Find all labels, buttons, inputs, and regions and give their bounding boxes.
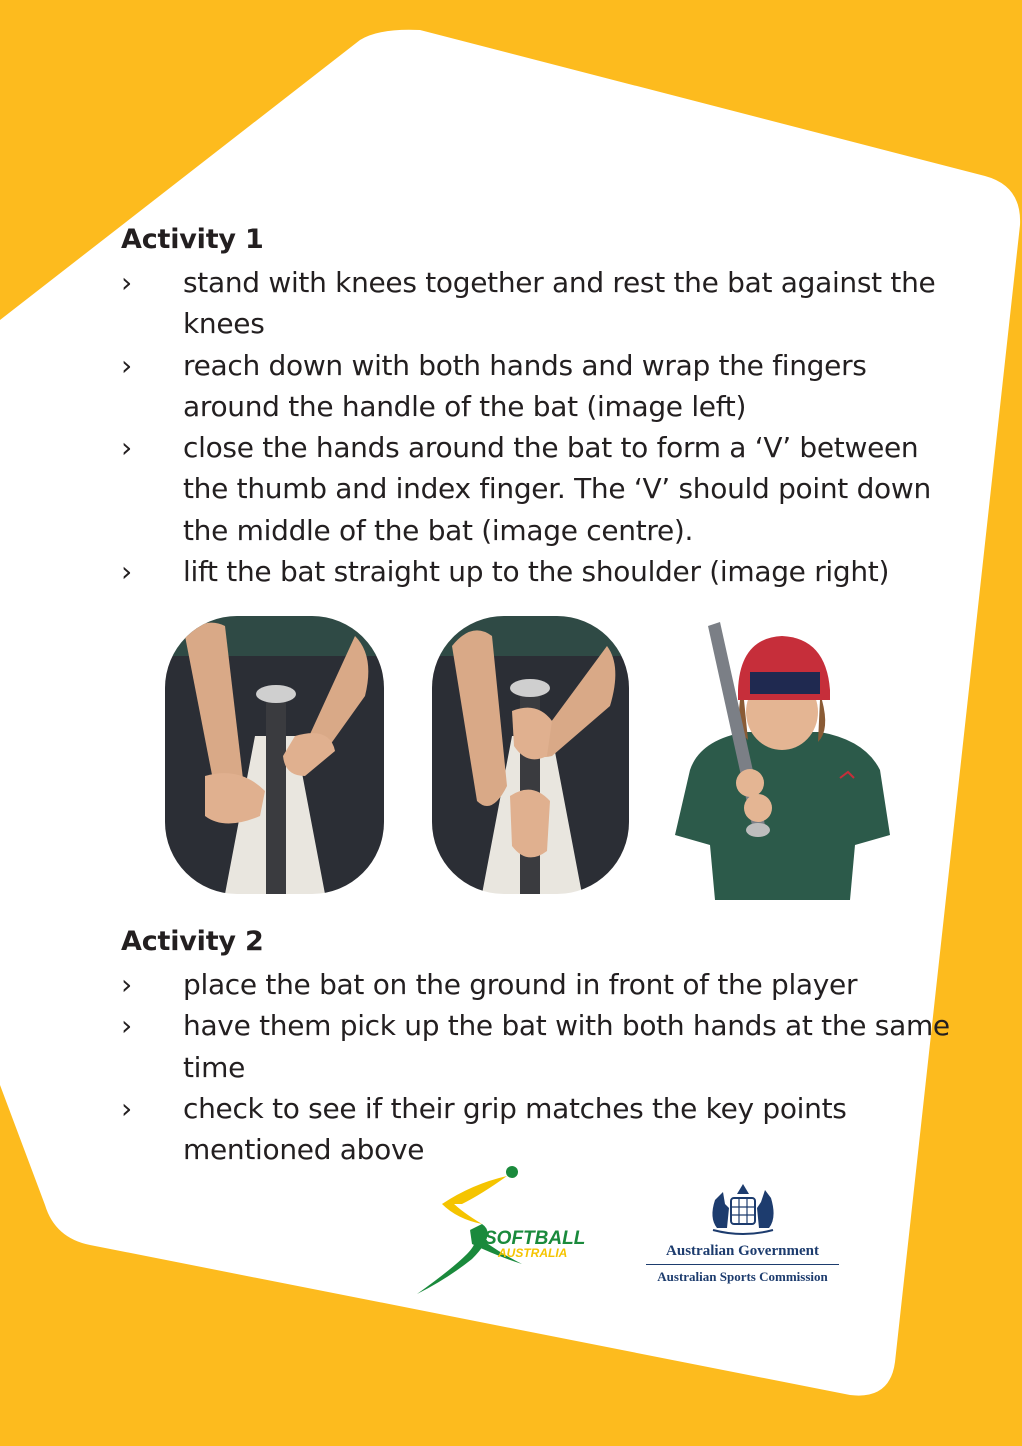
step-text: close the hands around the bat to form a ‘V’ between the thumb and index finger. The ‘V’ should point down the middle of the bat (image centre).	[183, 431, 931, 547]
softball-logo-line2: AUSTRALIA	[498, 1246, 568, 1260]
bullet-icon: ›	[121, 266, 132, 299]
step-text: have them pick up the bat with both hands at the same time	[183, 1009, 950, 1084]
step-text: stand with knees together and rest the bat against the knees	[183, 266, 936, 341]
step-text: lift the bat straight up to the shoulder (image right)	[183, 555, 890, 589]
australian-government-logo	[640, 1178, 845, 1288]
activity-1-steps	[121, 262, 951, 592]
softball-australia-logo	[412, 1164, 592, 1298]
coat-of-arms-icon	[695, 1178, 791, 1238]
list-item	[121, 1088, 951, 1171]
bullet-icon: ›	[121, 431, 132, 465]
agency-name: Australian Sports Commission	[657, 1269, 828, 1284]
activity-2-heading: Activity 2	[121, 926, 264, 957]
hands-reaching-for-bat-photo	[165, 616, 384, 894]
activity-2-steps	[121, 964, 951, 1170]
step-text: check to see if their grip matches the key points mentioned above	[183, 1091, 847, 1167]
bullet-icon: ›	[121, 1091, 132, 1125]
activity-2-section	[121, 924, 951, 1170]
list-item	[121, 551, 951, 592]
hands-gripping-bat-photo	[432, 616, 629, 894]
list-item	[121, 427, 951, 551]
step-text: reach down with both hands and wrap the fingers around the handle of the bat (image left)	[183, 348, 867, 423]
divider	[646, 1264, 839, 1265]
activity-1-heading: Activity 1	[121, 224, 264, 255]
list-item	[121, 964, 951, 1005]
softball-logo-line1: SOFTBALL	[484, 1228, 586, 1249]
bullet-icon: ›	[121, 968, 132, 1001]
list-item	[121, 1005, 951, 1088]
step-text: place the bat on the ground in front of the player	[183, 968, 858, 1001]
bullet-icon: ›	[121, 555, 132, 589]
bullet-icon: ›	[121, 1009, 132, 1043]
child-holding-bat-photo	[670, 620, 894, 900]
bullet-icon: ›	[121, 348, 132, 382]
list-item	[121, 345, 951, 428]
government-name: Australian Government	[666, 1243, 819, 1259]
activity-1-section	[121, 222, 951, 592]
list-item	[121, 262, 951, 345]
